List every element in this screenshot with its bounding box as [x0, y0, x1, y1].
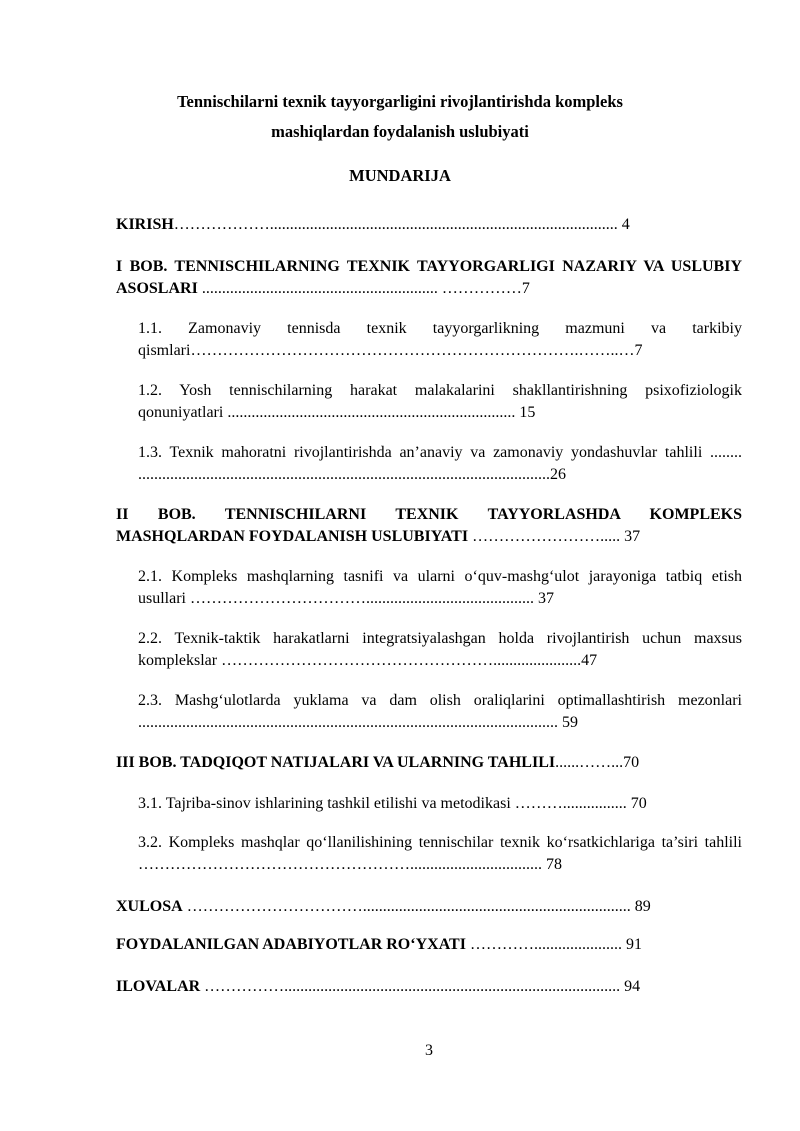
- toc-label: II BOB. TENNISCHILARNI TEXNIK TAYYORLASHDA KOMPLEKS MASHQLARDAN FOYDALANISH USLUBIYATI: [116, 506, 742, 545]
- toc-leader: …………….................................................................................... 94: [200, 978, 641, 995]
- toc-entry-appendices: [116, 976, 742, 998]
- toc-label: KIRISH: [116, 216, 174, 233]
- toc-label: III BOB. TADQIQOT NATIJALARI VA ULARNING TAHLILI: [116, 754, 556, 771]
- toc-entry-chapter-1: [116, 256, 742, 300]
- document-title-line-2: mashiqlardan foydalanish uslubiyati: [271, 122, 529, 141]
- toc-entry-2-3: 2.3. Mashg‘ulotlarda yuklama va dam olish oraliqlarini optimallashtirish mezonlari ......................................................................................................... 59: [138, 692, 742, 731]
- toc-entry-1-2: 1.2. Yosh tennischilarning harakat malakalarini shakllantirishning psixofiziologik qonuniyatlari ........................................................................ 15: [138, 382, 742, 421]
- toc-entry-3-1: 3.1. Tajriba-sinov ishlarining tashkil etilishi va metodikasi ………................ 70: [138, 795, 647, 812]
- toc-leader: ……………………..... 37: [468, 528, 641, 545]
- page-number: 3: [425, 1042, 433, 1059]
- toc-leader: ………………....................................................................................... 4: [173, 216, 630, 233]
- toc-label: ILOVALAR: [116, 978, 201, 995]
- toc-entry-3-2: 3.2. Kompleks mashqlar qo‘llanilishining tennischilar texnik ko‘rsatkichlariga ta’siri tahlili ……………………………………………................................. 78: [138, 834, 742, 873]
- toc-entry-1-3: 1.3. Texnik mahoratni rivojlantirishda an’anaviy va zamonaviy yondashuvlar tahlili ........ .......................................................................................................26: [138, 444, 742, 483]
- toc-entry-1-1: 1.1. Zamonaviy tennisda texnik tayyorgarlikning mazmuni va tarkibiy qismlari……………………………………………………………….……..…7: [138, 320, 742, 359]
- document-title-line-1: Tennischilarni texnik tayyorgarligini rivojlantirishda kompleks: [177, 92, 623, 111]
- toc-leader: …………...................... 91: [465, 936, 642, 953]
- contents-heading: MUNDARIJA: [349, 166, 451, 185]
- toc-leader: ........................................................... ……………7: [197, 280, 530, 297]
- toc-entry-2-2: 2.2. Texnik-taktik harakatlarni integratsiyalashgan holda rivojlantirish uchun maxsus komplekslar ……………………………………………......................47: [138, 630, 742, 669]
- toc-entry-chapter-3: [116, 752, 742, 774]
- toc-label: FOYDALANILGAN ADABIYOTLAR RO‘YXATI: [116, 936, 466, 953]
- toc-entry-2-1: 2.1. Kompleks mashqlarning tasnifi va ularni o‘quv-mashg‘ulot jarayoniga tatbiq etish usullari …………………………….......................................... 37: [138, 568, 742, 607]
- toc-leader: ……………………………................................................................... 89: [182, 898, 651, 915]
- toc-label: XULOSA: [116, 898, 183, 915]
- toc-entry-xulosa: [116, 896, 742, 918]
- toc-label: I BOB. TENNISCHILARNING TEXNIK TAYYORGARLIGI NAZARIY VA USLUBIY ASOSLARI: [116, 258, 742, 297]
- toc-leader: ......……...70: [555, 754, 640, 771]
- toc-entry-kirish: [116, 214, 742, 236]
- toc-entry-chapter-2: [116, 504, 742, 548]
- toc-entry-bibliography: [116, 934, 742, 956]
